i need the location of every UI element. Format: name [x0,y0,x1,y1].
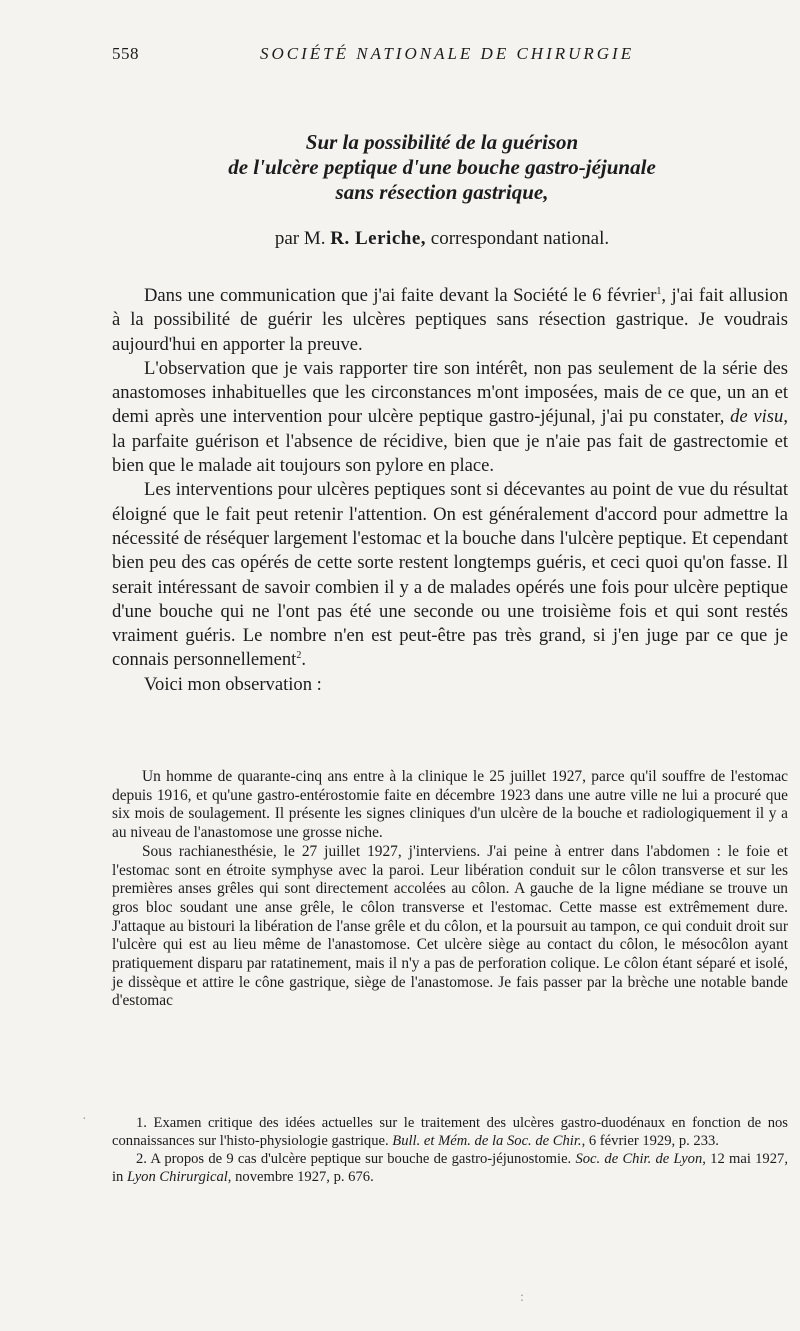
body-paragraph [112,284,788,357]
footnote-source: Soc. de Chir. de Lyon [575,1151,703,1167]
footnote-text: Examen critique des idées actuelles sur le traitement des ulcères gastro-duodénaux en fonction de nos connaissances sur l'histo-physiologie gastrique. [112,1115,788,1149]
footnote-source: Lyon Chirurgical [127,1169,228,1185]
body-paragraph [112,478,788,672]
print-speck: · [82,1112,87,1127]
italic-phrase: de visu [730,406,784,428]
paragraph-text: , j'ai fait allusion à la possibilité de guérir les ulcères peptiques sans résection gastrique. Je voudrais aujourd'hui en apporter la preuve. [112,285,788,355]
footnote-number: 2. [136,1151,147,1167]
paragraph-text: Dans une communication que j'ai faite devant la Société le 6 février [144,285,657,306]
footnote-number: 1. [136,1115,147,1131]
byline-suffix: correspondant national. [430,228,610,249]
case-observation [112,768,788,1011]
footnote-marker: 2 [296,650,302,662]
footnote-marker: 1 [656,285,662,297]
byline [112,228,772,250]
footnote-source: Bull. et Mém. de la Soc. de Chir. [392,1133,582,1149]
article-title [112,130,772,205]
footnotes [112,1114,788,1186]
footnote [112,1114,788,1150]
footnote-text: A propos de 9 cas d'ulcère peptique sur bouche de gastro-jéjunostomie. [150,1151,572,1167]
paragraph-text: Les interventions pour ulcères peptiques sont si décevantes au point de vue du résultat éloigné que le fait peut retenir l'attention. On est généralement d'accord pour admettre la nécessité de réséquer largement l'estomac et la bouche dans l'ulcère peptique. Et cependant bien peu des cas opérés de cette sorte restent longtemps guéris, et ceci quoi qu'on fasse. Il serait intéressant de savoir combien il y a de malades opérés une fois pour ulcère peptique d'une bouche qui ne l'ont pas été une seconde ou une troisième fois et qui sont restés vraiment guéris. Le nombre n'en est peut-être pas très grand, si j'en juge par ce que je connais personnellement [112,479,788,671]
body-paragraph [112,357,788,478]
article-body [112,284,788,697]
title-line: Sur la possibilité de la guérison [305,130,579,154]
page-number: 558 [112,44,139,63]
author-name: R. Leriche, [330,228,427,249]
footnote [112,1150,788,1186]
body-paragraph: Voici mon observation : [144,673,322,695]
paragraph-text: . [301,649,306,671]
observation-paragraph: Un homme de quarante-cinq ans entre à la clinique le 25 juillet 1927, parce qu'il souffre de l'estomac depuis 1916, et qu'une gastro-entérostomie faite en décembre 1923 dans une autre ville ne lui a procuré que six mois de soulagement. Il présente les signes cliniques d'un ulcère de la bouche et radiologiquement il y a au niveau de l'anastomose une grosse niche. [112,768,788,842]
journal-title: SOCIÉTÉ NATIONALE DE CHIRURGIE [260,44,635,63]
print-speck: : [520,1290,524,1305]
footnote-details: , 12 mai 1927, in [112,1151,788,1185]
paragraph-text: , la parfaite guérison et l'absence de récidive, bien que je n'aie pas fait de gastrectomie et bien que le malade ait toujours son pylore en place. [112,406,788,477]
observation-paragraph: Sous rachianesthésie, le 27 juillet 1927, j'interviens. J'ai peine à entrer dans l'abdomen : le foie et l'estomac sont en étroite symphyse avec la paroi. Leur libération conduit sur le côlon transverse et sur les premières anses grêles qui sont directement accolées au côlon. A gauche de la ligne médiane se trouve un gros bloc soudant une anse grêle, le côlon transverse et l'estomac. Cette masse est extrêmement dure. J'attaque au bistouri la libération de l'anse grêle et du côlon, et la poursuit au tampon, ce qui conduit droit sur l'ulcère qui est au lieu même de l'anastomose. Cet ulcère siège au contact du côlon, le mésocôlon ayant pratiquement disparu par ratatinement, mais il n'y a pas de perforation colique. Le côlon étant séparé et isolé, je dissèque et attire le cône gastrique, siège de l'anastomose. Je fais passer par la brèche une notable bande d'estomac [112,842,788,1010]
byline-prefix: par M. [274,228,326,249]
title-line: de l'ulcère peptique d'une bouche gastro-jéjunale [228,155,656,179]
footnote-details: , 6 février 1929, p. 233. [581,1133,719,1149]
paragraph-text: L'observation que je vais rapporter tire son intérêt, non pas seulement de la série des anastomoses inhabituelles que les circonstances m'ont imposées, mais de ce que, un an et demi après une intervention pour ulcère peptique gastro-jéjunal, j'ai pu constater, [112,357,788,428]
footnote-details: , novembre 1927, p. 676. [227,1169,374,1185]
running-header [112,44,772,66]
title-line: sans résection gastrique, [335,180,549,204]
